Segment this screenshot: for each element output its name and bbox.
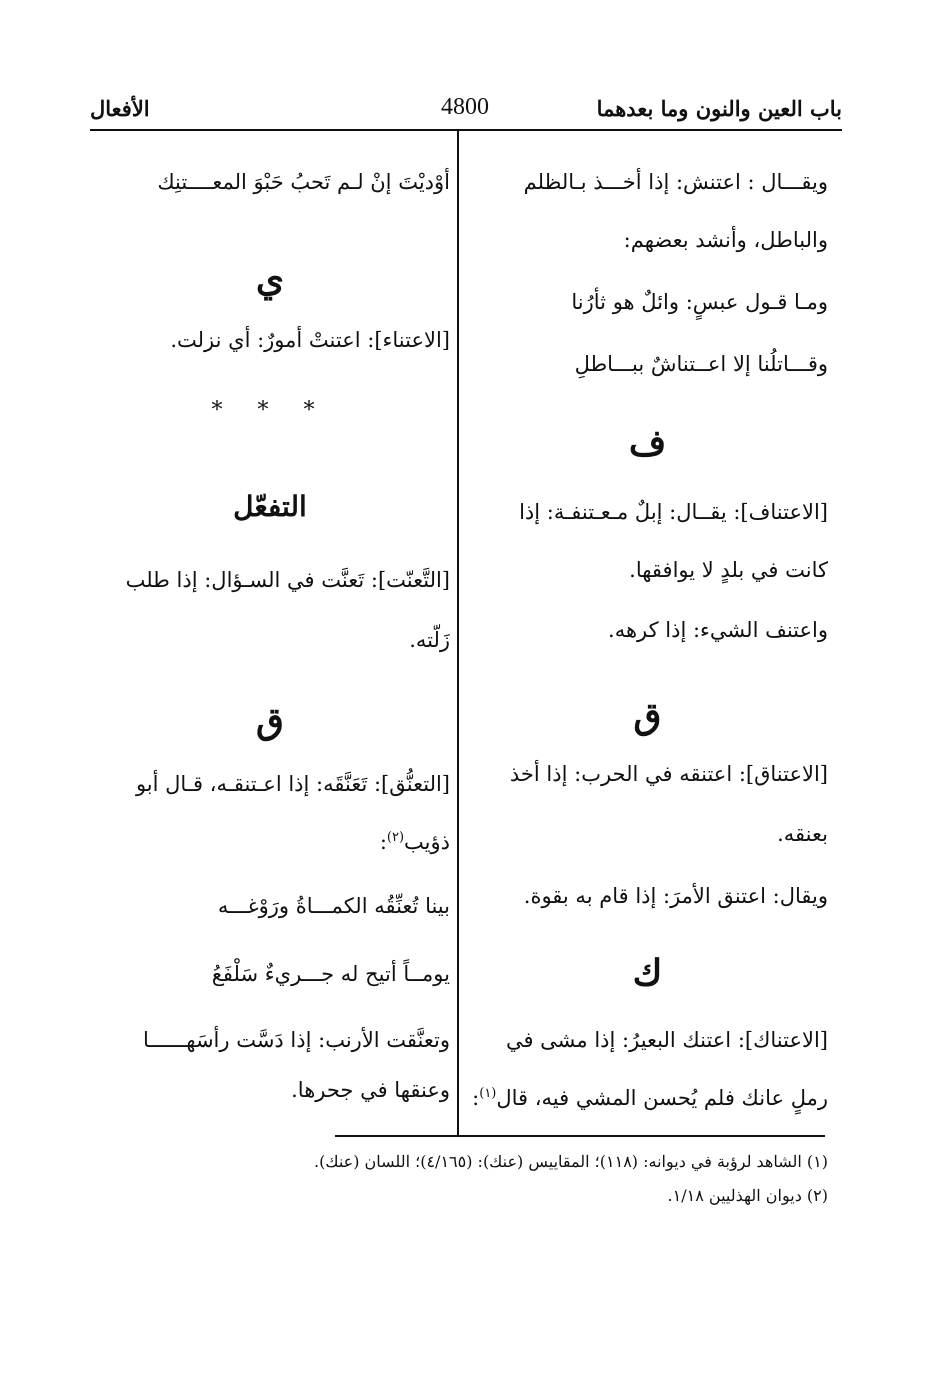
section-separator: * * *	[211, 398, 329, 423]
entry-line: والباطل، وأنشد بعضهم:	[623, 228, 828, 252]
footnote-1: (١) الشاهد لرؤبة في ديوانه: (١١٨)؛ المقاييس (عنك): (٤/١٦٥)؛ اللسان (عنك).	[314, 1152, 828, 1171]
entry-text: ذؤيب	[404, 830, 450, 854]
entry-line: وعنقها في جحرها.	[291, 1078, 450, 1102]
verse-line: أوْديْتَ إنْ لـم تَحبُ حَبْوَ المعــــتنِك	[157, 170, 450, 194]
verse-line: يومــاً أتيح له جـــريءٌ سَلْفَعُ	[211, 962, 450, 986]
footnote-2: (٢) ديوان الهذليين ١/١٨.	[667, 1186, 828, 1205]
section-heading: التفعّل	[233, 490, 307, 523]
entry-line: [الاعتناء]: اعتنتْ أمورٌ: أي نزلت.	[170, 328, 450, 352]
verse-line: بينا تُعنِّقُه الكمـــاةُ ورَوْغـــه	[217, 894, 450, 918]
section-title: الأفعال	[90, 96, 150, 121]
entry-line: [الاعتناق]: اعتنقه في الحرب: إذا أخذ	[509, 762, 828, 786]
letter-heading-qaf: ق	[256, 700, 284, 742]
entry-line: [التعنُّق]: تَعَنَّقَه: إذا اعـتنقـه، قـال أبو	[135, 772, 450, 796]
page-header	[90, 92, 842, 132]
footnote-marker[interactable]: (٢)	[386, 830, 405, 845]
entry-line: [التَّعنّت]: تَعنَّت في السـؤال: إذا طلب	[125, 568, 450, 592]
letter-heading-ya: ي	[255, 258, 285, 300]
entry-line	[472, 1086, 828, 1111]
entry-line: بعنقه.	[777, 822, 828, 846]
entry-line: [الاعتناك]: اعتنك البعيرُ: إذا مشى في	[505, 1028, 828, 1052]
entry-line: ويقال: اعتنق الأمرَ: إذا قام به بقوة.	[523, 884, 828, 908]
page-number: 4800	[441, 94, 489, 120]
letter-heading-kaf: ك	[632, 952, 663, 994]
entry-line	[380, 830, 450, 855]
entry-line: زَلّته.	[409, 628, 450, 652]
running-title: باب العين والنون وما بعدهما	[596, 96, 842, 121]
letter-heading-fa: ف	[628, 422, 667, 464]
entry-line: ويقـــال : اعتنش: إذا أخـــذ بـالظلم	[523, 170, 828, 194]
entry-line: [الاعتناف]: يقــال: إبلٌ مـعـتنفـة: إذا	[519, 500, 828, 524]
entry-text-end: :	[379, 830, 387, 854]
footnote-marker[interactable]: (١)	[479, 1086, 497, 1101]
verse-line: ومـا قـول عبسٍ: وائلٌ هو ثأرُنا	[571, 290, 828, 314]
verse-line: وقـــاتلُنا إلا اعــتناشٌ ببـــاطلِ	[574, 352, 828, 376]
entry-line: كانت في بلدٍ لا يوافقها.	[629, 558, 828, 582]
entry-line: واعتنف الشيء: إذا كرهه.	[608, 618, 828, 642]
column-divider	[457, 131, 459, 1135]
entry-text: رملٍ عانك فلم يُحسن المشي فيه، قال	[496, 1086, 828, 1110]
letter-heading-qaf: ق	[633, 695, 662, 737]
header-rule	[90, 129, 842, 131]
entry-text-end: :	[472, 1086, 480, 1110]
entry-line: وتعنَّقت الأرنب: إذا دَسَّت رأسَهــــــا	[142, 1028, 450, 1052]
footnote-rule	[335, 1135, 825, 1137]
